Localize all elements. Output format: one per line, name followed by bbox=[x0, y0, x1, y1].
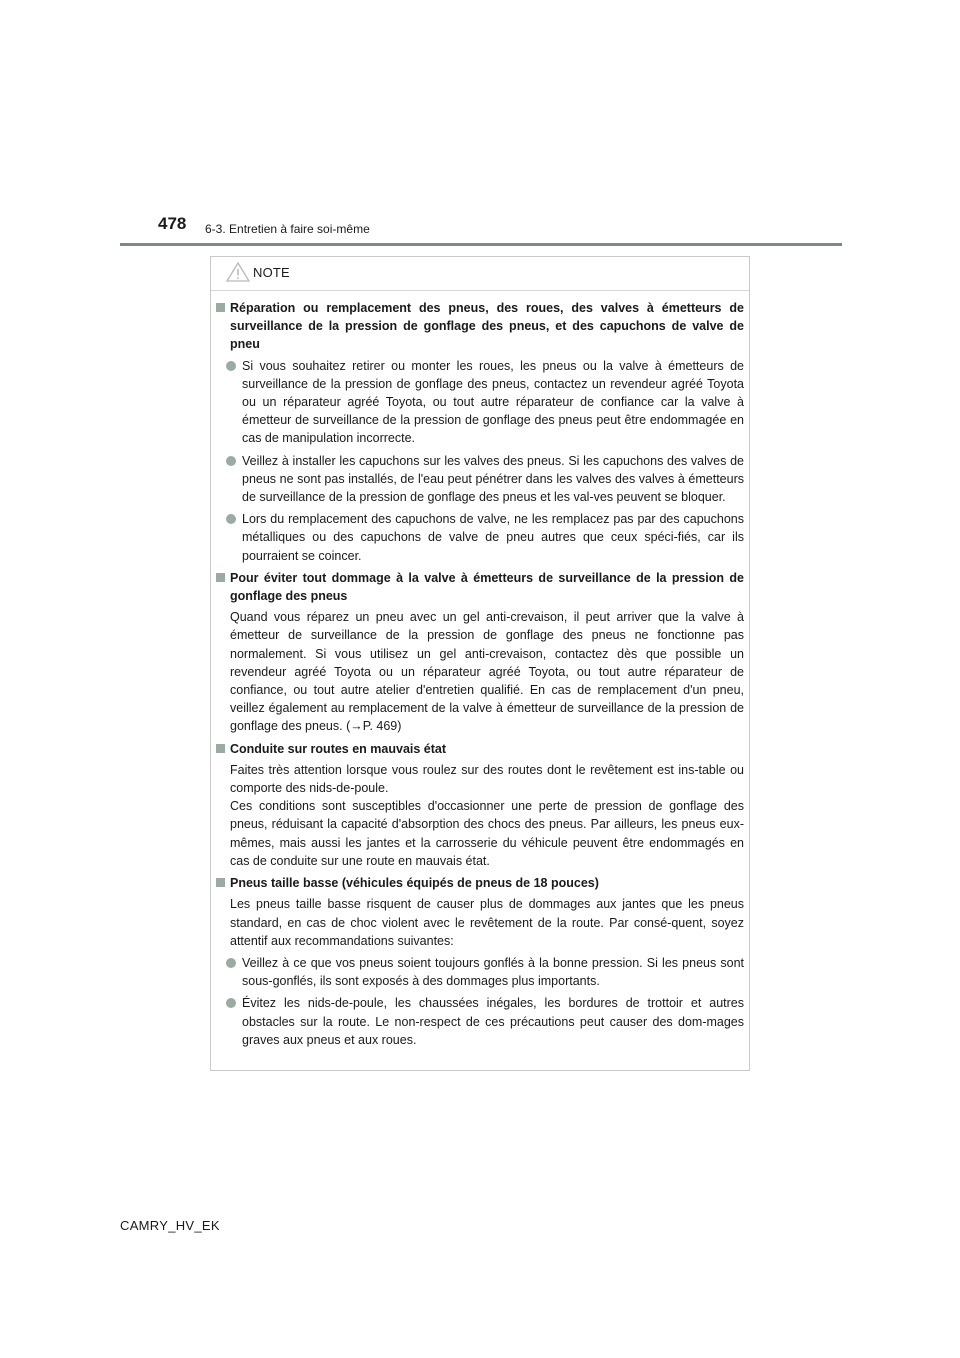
list-item-text: Évitez les nids-de-poule, les chaussées inégales, les bordures de trottoir et autres obstacles sur la route. Le non-respect de ces précautions peut causer des dom-mages graves aux pneus et aux roues. bbox=[242, 996, 744, 1047]
list-item-text: Si vous souhaitez retirer ou monter les roues, les pneus ou la valve à émetteurs de surveillance de la pression de gonflage des pneus, contactez un revendeur agréé Toyota ou un réparateur agréé Toyota, ou tout autre réparateur de confiance car la valve à émetteur de surveillance de la pression de gonflage des pneus peut être endommagée en cas de manipulation incorrecte. bbox=[242, 358, 744, 446]
list-item bbox=[216, 510, 744, 565]
round-bullet-icon bbox=[226, 456, 236, 466]
footer-model-code: CAMRY_HV_EK bbox=[120, 1218, 220, 1233]
heading-text: Pour éviter tout dommage à la valve à émetteurs de surveillance de la pression de gonflage des pneus bbox=[230, 570, 744, 604]
square-bullet-icon bbox=[216, 303, 225, 312]
square-bullet-icon bbox=[216, 744, 225, 753]
round-bullet-icon bbox=[226, 958, 236, 968]
paragraph: Ces conditions sont susceptibles d'occasionner une perte de pression de gonflage des pneus, réduisant la capacité d'absorption des chocs des pneus. Par ailleurs, les pneus eux-mêmes, mais aussi les jantes et la carrosserie du véhicule peuvent être endommagés en cas de conduite sur une route en mauvais état. bbox=[230, 799, 744, 868]
header-rule bbox=[120, 243, 842, 246]
paragraph: Faites très attention lorsque vous roulez sur des routes dont le revêtement est ins-table ou comporte des nids-de-poule. bbox=[230, 762, 744, 796]
section-heading bbox=[216, 569, 744, 605]
paragraph: Quand vous réparez un pneu avec un gel anti-crevaison, il peut arriver que la valve à émetteur de surveillance de la pression de gonflage des pneus ne fonctionne pas normalement. Si vous utilisez un gel anti-crevaison, contactez dès que possible un revendeur agréé Toyota ou un réparateur agréé Toyota, ou tout autre réparateur de confiance, ou tout autre atelier d'entretien qualifié. En cas de remplacement d'un pneu, veillez également au remplacement de la valve à émetteur de surveillance de la pression de gonflage des pneus. (→P. 469) bbox=[230, 610, 744, 734]
note-divider bbox=[211, 290, 749, 291]
square-bullet-icon bbox=[216, 573, 225, 582]
note-header bbox=[225, 261, 290, 283]
list-item-text: Veillez à ce que vos pneus soient toujours gonflés à la bonne pression. Si les pneus sont sous-gonflés, ils sont exposés à des dommages plus importants. bbox=[242, 955, 744, 989]
section-heading bbox=[216, 299, 744, 354]
list-item bbox=[216, 994, 744, 1049]
list-item bbox=[216, 357, 744, 448]
section-heading bbox=[216, 874, 744, 892]
note-content bbox=[216, 299, 744, 1053]
page-number: 478 bbox=[158, 214, 187, 233]
heading-text: Conduite sur routes en mauvais état bbox=[230, 741, 447, 756]
heading-text: Pneus taille basse (véhicules équipés de pneus de 18 pouces) bbox=[230, 876, 599, 891]
section-heading bbox=[216, 740, 744, 758]
list-item-text: Lors du remplacement des capuchons de valve, ne les remplacez pas par des capuchons métalliques ou des capuchons de valve de pneu autres que ceux spéci-fiés, car ils pourraient se coincer. bbox=[242, 512, 744, 563]
list-item-text: Veillez à installer les capuchons sur les valves des pneus. Si les capuchons des valves de pneus ne sont pas installés, de l'eau peut pénétrer dans les valves des valves à émetteurs de surveillance de la pression de gonflage des pneus et les val-ves peuvent se bloquer. bbox=[242, 453, 744, 505]
warning-triangle-icon bbox=[225, 261, 251, 283]
list-item bbox=[216, 954, 744, 990]
list-item bbox=[216, 452, 744, 507]
note-label: NOTE bbox=[253, 264, 290, 280]
section-title: 6-3. Entretien à faire soi-même bbox=[205, 222, 370, 236]
paragraph: Les pneus taille basse risquent de causer plus de dommages aux jantes que les pneus standard, en cas de choc violent avec le revêtement de la route. Par consé-quent, soyez attentif aux recommandations suivantes: bbox=[230, 897, 744, 948]
square-bullet-icon bbox=[216, 878, 225, 887]
round-bullet-icon bbox=[226, 361, 236, 371]
heading-text: Réparation ou remplacement des pneus, des roues, des valves à émetteurs de surveillance de la pression de gonflage des pneus, et des capuchons de valve de pneu bbox=[230, 301, 744, 352]
round-bullet-icon bbox=[226, 998, 236, 1008]
round-bullet-icon bbox=[226, 514, 236, 524]
